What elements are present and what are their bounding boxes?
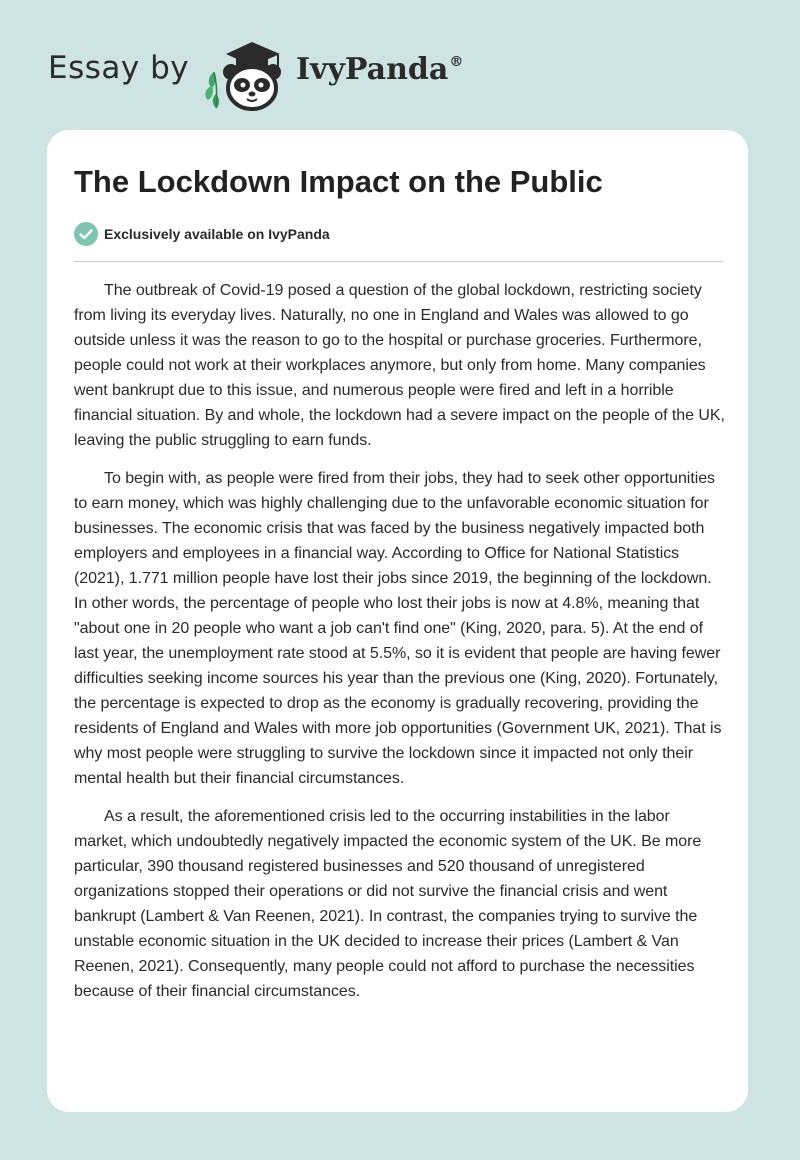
brand-name[interactable]	[296, 52, 463, 87]
essay-by-label: Essay by	[48, 50, 190, 86]
title-divider	[74, 261, 723, 262]
essay-paragraph: The outbreak of Covid-19 posed a question of the global lockdown, restricting society from living its everyday lives. Naturally, no one in England and Wales was allowed to go outside unless it was the reason to go to the hospital or purchase groceries. Furthermore, people could not work at their workplaces anymore, but only from home. Many companies went bankrupt due to this issue, and numerous people were fired and left in a horrible financial situation. By and whole, the lockdown had a severe impact on the people of the UK, leaving the public struggling to earn funds.	[74, 282, 725, 449]
page-title: The Lockdown Impact on the Public	[74, 164, 603, 199]
essay-paragraph: As a result, the aforementioned crisis led to the occurring instabilities in the labor market, which undoubtedly negatively impacted the economic system of the UK. Be more particular, 390 thousand registered businesses and 520 thousand of unregistered organizations stopped their operations or did not survive the financial crisis and went bankrupt (Lambert & Van Reenen, 2021). In contrast, the companies trying to survive the unstable economic situation in the UK decided to increase their prices (Lambert & Van Reenen, 2021). Consequently, many people could not afford to purchase the necessities because of their financial circumstances.	[74, 808, 702, 1000]
essay-paragraph: To begin with, as people were fired from their jobs, they had to seek other opportunities to earn money, which was highly challenging due to the unfavorable economic situation for businesses. The economic crisis that was faced by the business negatively impacted both employers and employees in a financial way. According to Office for National Statistics (2021), 1.771 million people have lost their jobs since 2019, the beginning of the lockdown. In other words, the percentage of people who lost their jobs is now at 4.8%, meaning that "about one in 20 people who want a job can't find one" (King, 2020, para. 5). At the end of last year, the unemployment rate stood at 5.5%, so it is evident that people are having fewer difficulties seeking income sources his year than the previous one (King, 2020). Fortunately, the percentage is expected to drop as the economy is gradually recovering, providing the residents of England and Wales with more job opportunities (Government UK, 2021). That is why most people were struggling to survive the lockdown since it impacted not only their mental health but their financial circumstances.	[74, 470, 722, 787]
essay-card	[47, 130, 748, 1112]
exclusive-badge	[74, 222, 330, 246]
brand-name-text: IvyPanda	[296, 52, 449, 87]
exclusive-badge-label: Exclusively available on IvyPanda	[104, 226, 330, 242]
check-circle-icon	[74, 222, 98, 246]
panda-graduate-logo-icon[interactable]	[200, 36, 292, 112]
site-header	[0, 0, 800, 130]
registered-mark: ®	[449, 54, 464, 70]
essay-body	[74, 278, 726, 1017]
